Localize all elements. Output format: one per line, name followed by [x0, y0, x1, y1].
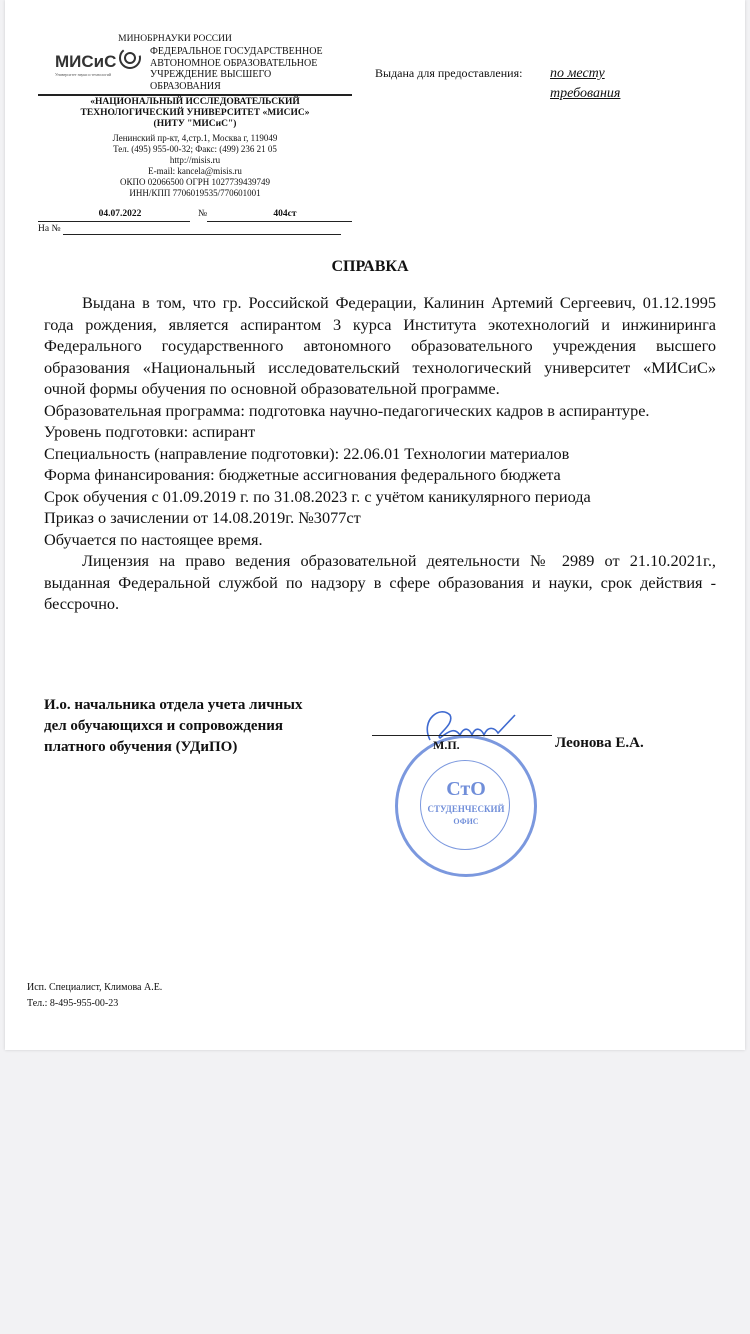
- signatory-name: Леонова Е.А.: [555, 735, 644, 751]
- org-contacts: Ленинский пр-кт, 4,стр.1, Москва г, 119049 Тел. (495) 955-00-32; Факс: (499) 236 21 05 http://misis.ru E-mail: kancela@misis.ru ОКПО 02066500 ОГРН 1027739439749 ИНН/КПП 7706019535/770601001: [112, 133, 278, 198]
- ministry: МИНОБРНАУКИ РОССИИ: [118, 34, 232, 44]
- document-title: СПРАВКА: [331, 258, 409, 275]
- logo-emblem-icon: [118, 46, 142, 70]
- number-label: №: [198, 209, 208, 219]
- ref-label: На №: [38, 224, 61, 234]
- paragraph: Обучается по настоящее время.: [44, 529, 263, 549]
- logo-text: МИСиС: [55, 52, 117, 71]
- document-body: [44, 292, 716, 615]
- signatory-position: И.о. начальника отдела учета личных дел обучающихся и сопровождения платного обучения (УДиПО): [44, 697, 303, 755]
- paragraph: Срок обучения с 01.09.2019 г. по 31.08.2023 г. с учётом каникулярного периода: [44, 486, 591, 506]
- letter-number: 404ст: [273, 209, 297, 219]
- recipient-value-2: требования: [550, 86, 621, 101]
- logo-tagline: Университет науки и технологий: [55, 72, 112, 77]
- org-name: «НАЦИОНАЛЬНЫЙ ИССЛЕДОВАТЕЛЬСКИЙ ТЕХНОЛОГИЧЕСКИЙ УНИВЕРСИТЕТ «МИСИС» (НИТУ "МИСиС"): [80, 97, 310, 129]
- misis-logo: [55, 52, 150, 77]
- org-type: ФЕДЕРАЛЬНОЕ ГОСУДАРСТВЕННОЕ АВТОНОМНОЕ ОБРАЗОВАТЕЛЬНОЕ УЧРЕЖДЕНИЕ ВЫСШЕГО ОБРАЗОВАНИЯ: [150, 46, 323, 92]
- paragraph: Лицензия на право ведения образовательной деятельности № 2989 от 21.10.2021г., выданная Федеральной службой по надзору в сфере образования и науки, срок действия - бессрочно.: [44, 551, 716, 613]
- letter-date: 04.07.2022: [98, 209, 142, 219]
- paragraph: Специальность (направление подготовки): 22.06.01 Технологии материалов: [44, 443, 570, 463]
- recipient-value-1: по месту: [550, 66, 605, 81]
- seal-label: М.П.: [433, 738, 460, 752]
- signature-handwritten: [410, 700, 520, 750]
- paragraph: Приказ о зачислении от 14.08.2019г. №3077ст: [44, 508, 361, 527]
- executor-info: Исп. Специалист, Климова А.Е. Тел.: 8-495-955-00-23: [27, 982, 163, 1009]
- paragraph: Форма финансирования: бюджетные ассигнования федерального бюджета: [44, 465, 561, 484]
- official-stamp: СтО СТУДЕНЧЕСКИЙ ОФИС: [395, 735, 537, 877]
- paragraph: Уровень подготовки: аспирант: [44, 422, 256, 441]
- paragraph: Выдана в том, что гр. Российской Федерации, Калинин Артемий Сергеевич, 01.12.1995 года рождения, является аспирантом 3 курса Института экотехнологий и инжиниринга Федерального государственного автономного образовательного учреждения высшего образования «Национальный исследовательский технологический университет «МИСиС» очной формы обучения по основной образовательной программе.: [44, 293, 716, 398]
- recipient-label: Выдана для предоставления:: [375, 66, 523, 80]
- paragraph: Образовательная программа: подготовка научно-педагогических кадров в аспирантуре.: [44, 400, 650, 420]
- document-page: [5, 0, 745, 1050]
